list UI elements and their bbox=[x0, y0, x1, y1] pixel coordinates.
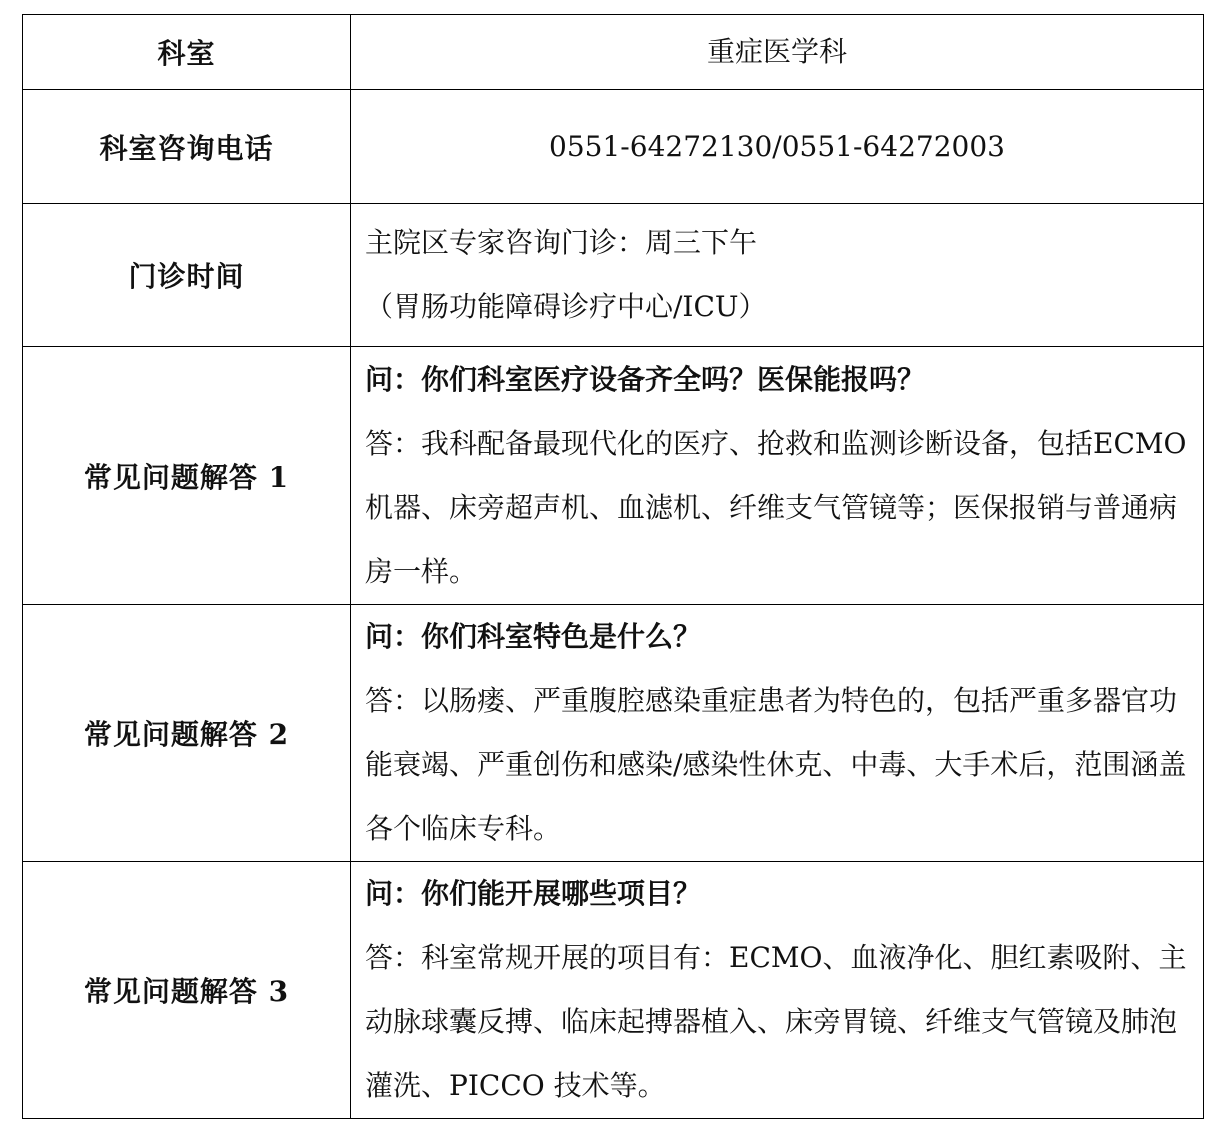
clinic-time-value bbox=[351, 204, 1204, 347]
row-department bbox=[23, 15, 1204, 90]
row-clinic-time bbox=[23, 204, 1204, 347]
department-info-table bbox=[22, 14, 1204, 1119]
row-phone bbox=[23, 90, 1204, 204]
clinic-time-line-2: （胃肠功能障碍诊疗中心/ICU） bbox=[365, 290, 767, 323]
faq-2-question: 问：你们科室特色是什么？ bbox=[365, 620, 702, 653]
phone-label: 科室咨询电话 bbox=[23, 90, 351, 204]
faq-3-question: 问：你们能开展哪些项目？ bbox=[365, 877, 702, 910]
faq-2-content bbox=[351, 605, 1204, 862]
faq-1-content bbox=[351, 347, 1204, 605]
faq-1-question: 问：你们科室医疗设备齐全吗？医保能报吗？ bbox=[365, 362, 926, 396]
faq-2-answer: 答：以肠瘘、严重腹腔感染重症患者为特色的，包括严重多器官功能衰竭、严重创伤和感染/感染性休克、中毒、大手术后，范围涵盖各个临床专科。 bbox=[365, 684, 1187, 845]
clinic-time-label: 门诊时间 bbox=[23, 204, 351, 347]
department-label: 科室 bbox=[23, 15, 351, 90]
row-faq-1 bbox=[23, 347, 1204, 605]
faq-1-label: 常见问题解答 1 bbox=[23, 347, 351, 605]
phone-value: 0551-64272130/0551-64272003 bbox=[351, 90, 1204, 204]
faq-3-answer: 答：科室常规开展的项目有：ECMO、血液净化、胆红素吸附、主动脉球囊反搏、临床起搏器植入、床旁胃镜、纤维支气管镜及肺泡灌洗、PICCO 技术等。 bbox=[365, 941, 1187, 1102]
department-value: 重症医学科 bbox=[351, 15, 1204, 90]
faq-3-content bbox=[351, 862, 1204, 1119]
faq-1-answer: 答：我科配备最现代化的医疗、抢救和监测诊断设备，包括ECMO 机器、床旁超声机、血滤机、纤维支气管镜等；医保报销与普通病房一样。 bbox=[365, 426, 1187, 588]
row-faq-3 bbox=[23, 862, 1204, 1119]
clinic-time-line-1: 主院区专家咨询门诊：周三下午 bbox=[365, 226, 758, 259]
faq-3-label: 常见问题解答 3 bbox=[23, 862, 351, 1119]
faq-2-label: 常见问题解答 2 bbox=[23, 605, 351, 862]
row-faq-2 bbox=[23, 605, 1204, 862]
